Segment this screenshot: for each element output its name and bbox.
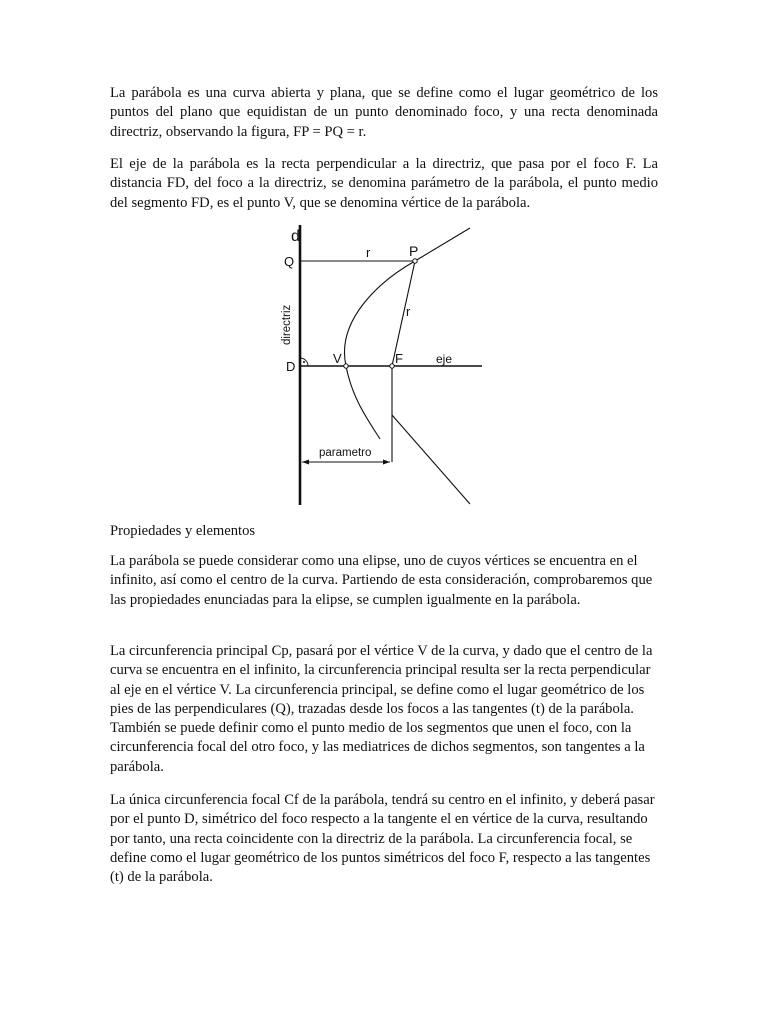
label-r-top: r [366,245,371,260]
parabola-branch-right-bottom [392,415,470,504]
point-p [413,259,417,263]
label-eje: eje [436,352,453,366]
point-v [344,364,348,368]
parabola-figure [270,220,500,515]
point-f [390,364,394,368]
label-d: d [291,228,300,245]
paragraph-principal-circle: La circunferencia principal Cp, pasará por el vértice V de la curva, y dado que el centro de la curva se encuentra en el infinito, la circunferencia principal resulta ser la recta perpendicular al eje en el vértice V. La circunferencia principal, se define como el lugar geométrico de los pies de las perpendiculares (Q), trazadas desde los focos a las tangentes (t) de la parábola. También se puede definir como el punto medio de los segmentos que unen el foco, con la circunferencia focal del otro foco, y las mediatrices de dichos segmentos, son tangentes a la parábola. [110,643,653,775]
label-r-side: r [406,304,411,319]
section-heading: Propiedades y elementos [110,523,256,539]
parabola-diagram [270,220,500,515]
label-q: Q [284,254,295,269]
label-f: F [395,351,403,366]
label-v: V [333,351,342,366]
label-d-point: D [286,359,296,374]
label-p: P [409,243,419,259]
parabola-branch-right-top [415,228,470,261]
label-directriz: directriz [281,304,293,345]
paragraph-properties-intro: La parábola se puede considerar como una elipse, uno de cuyos vértices se encuentra en el infinito, así como el centro de la curva. Partiendo de esta consideración, comprobaremos que las propiedades enunciadas para la elipse, se cumplen igualmente en la parábola. [110,553,653,608]
parabola-curve [345,261,415,439]
paragraph-definition: La parábola es una curva abierta y plana, que se define como el lugar geométrico de los puntos del plano que equidistan de un punto denominado foco, y una recta denominada directriz, observando la figura, FP = PQ = r. [110,85,658,140]
paragraph-focal-circle: La única circunferencia focal Cf de la parábola, tendrá su centro en el infinito, y deberá pasar por el punto D, simétrico del foco respecto a la tangente el en vértice de la curva, resultando por tanto, una recta coincidente con la directriz de la parábola. La circunferencia focal, se define como el lugar geométrico de los puntos simétricos del foco F, respecto a las tangentes (t) de la parábola. [110,792,655,886]
parameter-arrow-left [302,460,309,465]
label-parametro: parametro [319,447,372,459]
right-angle-dot [303,361,305,363]
paragraph-axis: El eje de la parábola es la recta perpendicular a la directriz, que pasa por el foco F. La distancia FD, del foco a la directriz, se denomina parámetro de la parábola, el punto medio del segmento FD, es el punto V, que se denomina vértice de la parábola. [110,156,658,211]
parameter-arrow-right [383,460,390,465]
